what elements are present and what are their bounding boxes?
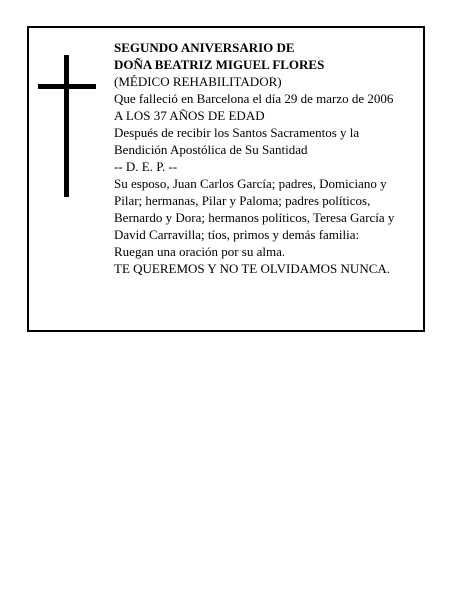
- closing-line: TE QUEREMOS Y NO TE OLVIDAMOS NUNCA.: [114, 261, 391, 276]
- sacraments-line-2: Bendición Apostólica de Su Santidad: [114, 142, 308, 157]
- obituary-text: [114, 39, 420, 277]
- family-line-4: David Carravilla; tíos, primos y demás familia:: [114, 227, 360, 242]
- cross-horizontal-bar: [38, 84, 96, 89]
- family-line-3: Bernardo y Dora; hermanos políticos, Teresa García y: [114, 210, 395, 225]
- death-details-line: Que falleció en Barcelona el día 29 de marzo de 2006: [114, 91, 394, 106]
- family-line-2: Pilar; hermanas, Pilar y Paloma; padres políticos,: [114, 193, 371, 208]
- family-line-1: Su esposo, Juan Carlos García; padres, Domiciano y: [114, 176, 387, 191]
- deceased-name: DOÑA BEATRIZ MIGUEL FLORES: [114, 57, 325, 72]
- anniversary-heading: SEGUNDO ANIVERSARIO DE: [114, 40, 295, 55]
- rip-line: -- D. E. P. --: [114, 159, 178, 174]
- profession-line: (MÉDICO REHABILITADOR): [114, 74, 282, 89]
- prayer-line: Ruegan una oración por su alma.: [114, 244, 286, 259]
- age-line: A LOS 37 AÑOS DE EDAD: [114, 108, 265, 123]
- cross-vertical-bar: [64, 55, 69, 197]
- sacraments-line-1: Después de recibir los Santos Sacramentos y la: [114, 125, 360, 140]
